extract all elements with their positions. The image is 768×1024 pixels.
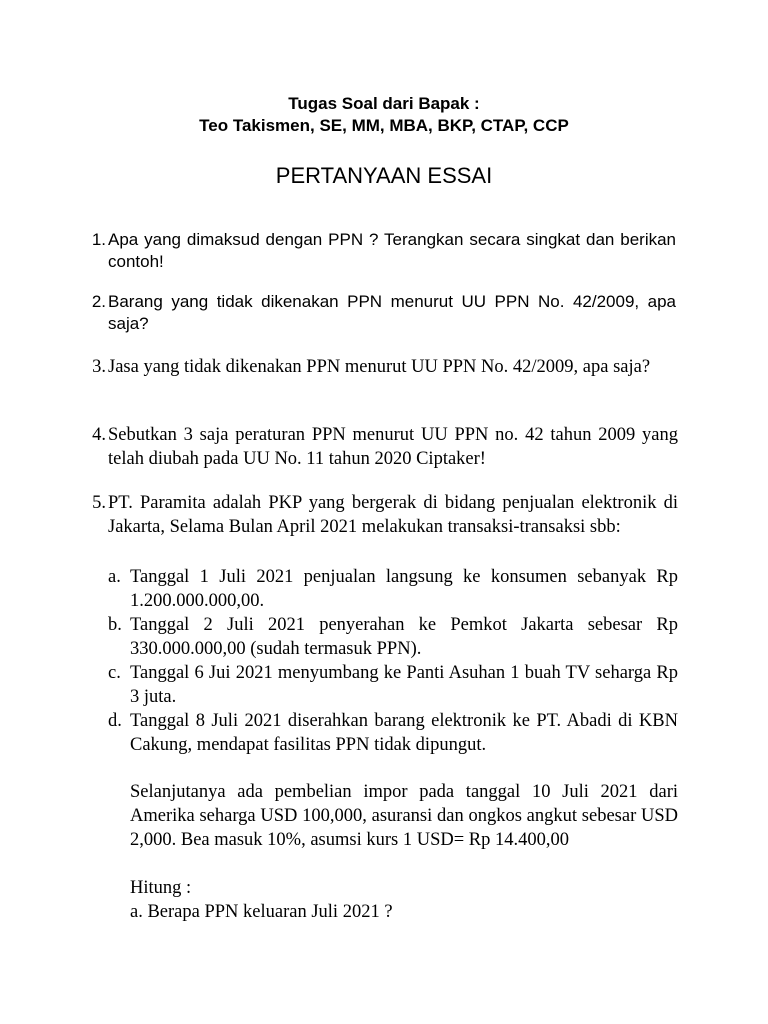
question-number: 1. [91, 230, 106, 249]
transaction-letter: a. [108, 567, 121, 587]
question-number: 4. [92, 425, 106, 445]
question-number: 2. [91, 292, 106, 311]
question-text: Barang yang tidak dikenakan PPN menurut UU PPN No. 42/2009, apa saja? [108, 292, 676, 333]
page-title: PERTANYAAN ESSAI [275, 163, 493, 188]
compute-label: Hitung : [130, 878, 192, 898]
question-number: 5. [92, 493, 106, 513]
transaction-text: Tanggal 6 Jui 2021 menyumbang ke Panti Asuhan 1 buah TV seharga Rp 3 juta. [130, 663, 678, 707]
transaction-letter: c. [108, 663, 121, 683]
assignment-header-line1: Tugas Soal dari Bapak : [288, 94, 480, 113]
import-paragraph: Selanjutanya ada pembelian impor pada tanggal 10 Juli 2021 dari Amerika seharga USD 100,000, asuransi dan ongkos angkut sebesar USD 2,000. Bea masuk 10%, asumsi kurs 1 USD= Rp 14.400,00 [130, 782, 678, 850]
question-text: Sebutkan 3 saja peraturan PPN menurut UU PPN no. 42 tahun 2009 yang telah diubah pada UU No. 11 tahun 2020 Ciptaker! [108, 425, 678, 469]
question-text: Apa yang dimaksud dengan PPN ? Terangkan secara singkat dan berikan contoh! [108, 230, 676, 271]
transaction-text: Tanggal 1 Juli 2021 penjualan langsung ke konsumen sebanyak Rp 1.200.000.000,00. [130, 567, 678, 611]
question-number: 3. [92, 357, 106, 377]
compute-item: a. Berapa PPN keluaran Juli 2021 ? [130, 902, 393, 922]
question-text: Jasa yang tidak dikenakan PPN menurut UU PPN No. 42/2009, apa saja? [108, 357, 651, 377]
transaction-letter: d. [108, 711, 122, 731]
transaction-letter: b. [108, 615, 122, 635]
transaction-text: Tanggal 8 Juli 2021 diserahkan barang elektronik ke PT. Abadi di KBN Cakung, mendapat fasilitas PPN tidak dipungut. [130, 711, 678, 755]
lecturer-name-line: Teo Takismen, SE, MM, MBA, BKP, CTAP, CCP [199, 116, 569, 135]
question-text: PT. Paramita adalah PKP yang bergerak di bidang penjualan elektronik di Jakarta, Selama Bulan April 2021 melakukan transaksi-transaksi sbb: [108, 493, 678, 537]
transaction-text: Tanggal 2 Juli 2021 penyerahan ke Pemkot Jakarta sebesar Rp 330.000.000,00 (sudah termasuk PPN). [130, 615, 678, 659]
